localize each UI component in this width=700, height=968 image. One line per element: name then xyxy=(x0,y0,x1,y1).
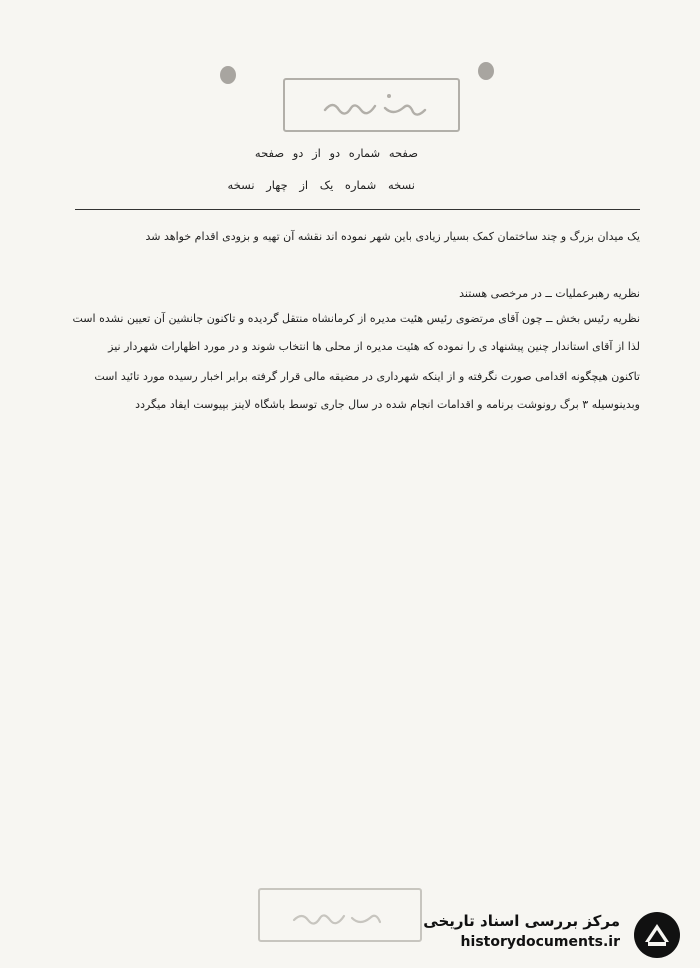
classification-stamp-bottom xyxy=(258,888,422,942)
body-line-5: تاکنون هیچگونه اقدامی صورت نگرفته و از اینکه شهرداری در مضیقه مالی قرار گرفته برابر اخبار رسیده مورد تائید است xyxy=(94,370,640,383)
history-documents-logo-icon xyxy=(634,912,680,958)
classification-stamp-icon xyxy=(260,890,420,940)
body-line-3: نظریه رئیس بخش ــ چون آقای مرتضوی رئیس هئیت مدیره از کرمانشاه منتقل گردیده و تاکنون جانشین آن تعیین نشده است xyxy=(72,312,640,325)
body-line-1: یک میدان بزرگ و چند ساختمان کمک بسیار زیادی باین شهر نموده اند نقشه آن تهیه و بزودی اقدام خواهد شد xyxy=(145,230,640,243)
watermark-title: مرکز بررسی اسناد تاریخی xyxy=(423,912,620,930)
page-number-line: صفحه شماره دو از دو صفحه xyxy=(254,146,418,160)
classification-stamp-icon xyxy=(285,80,458,130)
punch-hole-icon xyxy=(220,66,236,84)
punch-hole-icon xyxy=(478,62,494,80)
body-line-4: لذا از آقای استاندار چنین پیشنهاد ی را نموده که هئیت مدیره از محلی ها انتخاب شوند و در مورد اظهارات شهردار نیز xyxy=(108,340,640,353)
copy-number-line: نسخه شماره یک از چهار نسخه xyxy=(227,178,415,192)
operations-leader-remark: نظریه رهبرعملیات ــ در مرخصی هستند xyxy=(459,287,640,300)
classification-stamp-top xyxy=(283,78,460,132)
body-line-6: وبدینوسیله ۳ برگ رونوشت برنامه و اقدامات انجام شده در سال جاری توسط باشگاه لاینز بپیوست ایفاد میگردد xyxy=(135,398,640,411)
watermark-url: historydocuments.ir xyxy=(460,934,620,950)
header-divider xyxy=(75,209,640,210)
